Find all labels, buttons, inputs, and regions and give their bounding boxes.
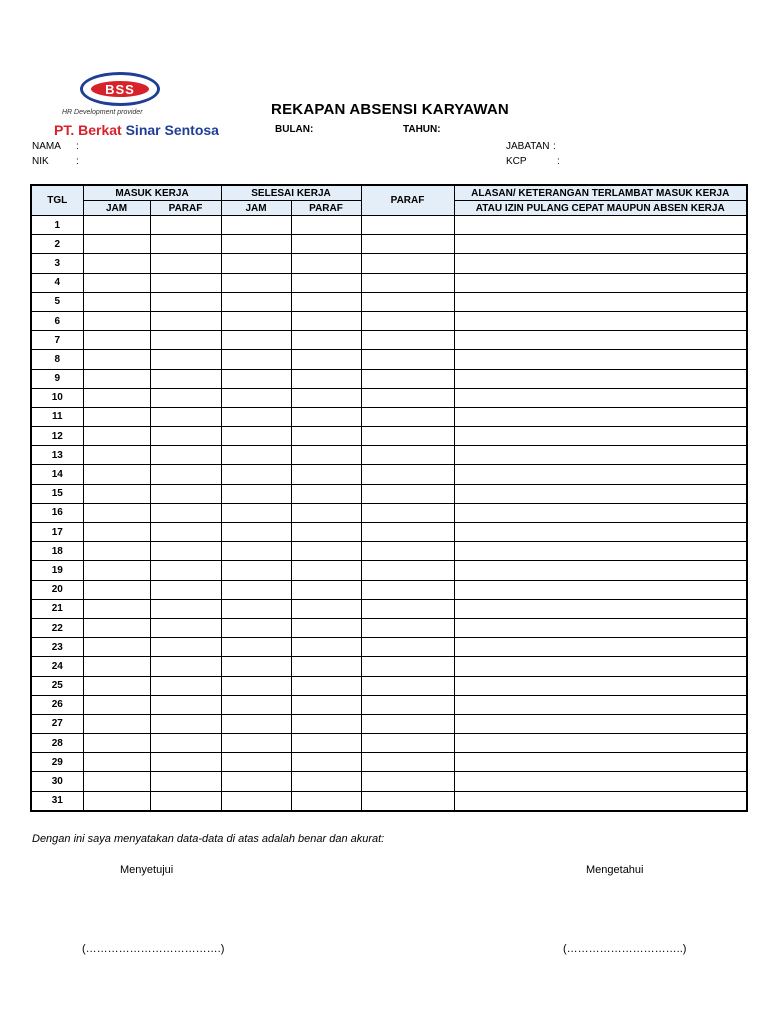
check-in-sign-cell	[150, 791, 221, 811]
check-in-sign-cell	[150, 734, 221, 753]
table-row	[31, 791, 747, 811]
check-in-sign-cell	[150, 235, 221, 254]
signature-cell	[361, 791, 454, 811]
reason-cell	[454, 791, 747, 811]
table-row	[31, 599, 747, 618]
check-out-time-cell	[221, 618, 291, 637]
signature-cell	[361, 369, 454, 388]
day-number: 4	[31, 273, 83, 292]
check-in-time-cell	[83, 638, 150, 657]
day-number: 6	[31, 311, 83, 330]
check-in-time-cell	[83, 292, 150, 311]
signature-cell	[361, 427, 454, 446]
kcp-colon: :	[557, 156, 560, 167]
signature-cell	[361, 503, 454, 522]
day-number: 11	[31, 407, 83, 426]
check-in-sign-cell	[150, 561, 221, 580]
table-row	[31, 561, 747, 580]
check-out-sign-cell	[291, 599, 361, 618]
day-number: 24	[31, 657, 83, 676]
check-in-time-cell	[83, 791, 150, 811]
check-in-time-cell	[83, 388, 150, 407]
check-in-sign-cell	[150, 216, 221, 235]
signature-cell	[361, 254, 454, 273]
check-out-sign-cell	[291, 273, 361, 292]
table-row	[31, 254, 747, 273]
check-out-time-cell	[221, 292, 291, 311]
check-out-sign-cell	[291, 714, 361, 733]
check-out-time-cell	[221, 311, 291, 330]
check-out-sign-cell	[291, 235, 361, 254]
day-number: 20	[31, 580, 83, 599]
column-group-check-out: SELESAI KERJA	[221, 185, 361, 201]
check-out-time-cell	[221, 216, 291, 235]
check-out-time-cell	[221, 503, 291, 522]
table-row	[31, 638, 747, 657]
check-out-time-cell	[221, 638, 291, 657]
check-out-sign-cell	[291, 311, 361, 330]
table-row	[31, 772, 747, 791]
nik-label: NIK	[32, 156, 49, 167]
reason-cell	[454, 331, 747, 350]
reason-cell	[454, 657, 747, 676]
check-out-time-cell	[221, 714, 291, 733]
reason-cell	[454, 292, 747, 311]
check-out-time-cell	[221, 369, 291, 388]
check-in-time-cell	[83, 503, 150, 522]
check-out-time-cell	[221, 484, 291, 503]
check-in-sign-cell	[150, 695, 221, 714]
table-row	[31, 657, 747, 676]
table-row	[31, 273, 747, 292]
year-label: TAHUN:	[403, 124, 441, 135]
check-out-time-cell	[221, 350, 291, 369]
check-out-time-cell	[221, 791, 291, 811]
reason-cell	[454, 695, 747, 714]
column-header-reason-line-2: ATAU IZIN PULANG CEPAT MAUPUN ABSEN KERJA	[454, 201, 747, 216]
signature-cell	[361, 657, 454, 676]
declaration-statement: Dengan ini saya menyatakan data-data di atas adalah benar dan akurat:	[32, 833, 385, 845]
table-row	[31, 734, 747, 753]
check-out-sign-cell	[291, 580, 361, 599]
check-out-time-cell	[221, 273, 291, 292]
signature-cell	[361, 523, 454, 542]
day-number: 31	[31, 791, 83, 811]
check-in-sign-cell	[150, 484, 221, 503]
attendance-table	[30, 184, 748, 812]
month-label: BULAN:	[275, 124, 314, 135]
signature-cell	[361, 618, 454, 637]
column-header-check-out-sign: PARAF	[291, 201, 361, 216]
check-in-sign-cell	[150, 427, 221, 446]
check-in-sign-cell	[150, 618, 221, 637]
day-number: 28	[31, 734, 83, 753]
table-row	[31, 446, 747, 465]
column-header-date: TGL	[31, 185, 83, 216]
check-out-sign-cell	[291, 388, 361, 407]
signature-cell	[361, 331, 454, 350]
signature-cell	[361, 676, 454, 695]
column-header-check-in-time: JAM	[83, 201, 150, 216]
signature-cell	[361, 311, 454, 330]
table-row	[31, 465, 747, 484]
position-colon: :	[553, 141, 556, 152]
check-in-sign-cell	[150, 254, 221, 273]
table-row	[31, 580, 747, 599]
check-out-sign-cell	[291, 350, 361, 369]
check-out-sign-cell	[291, 523, 361, 542]
check-in-time-cell	[83, 753, 150, 772]
check-out-time-cell	[221, 580, 291, 599]
check-out-time-cell	[221, 676, 291, 695]
check-out-sign-cell	[291, 561, 361, 580]
check-in-time-cell	[83, 446, 150, 465]
day-number: 7	[31, 331, 83, 350]
document-title: REKAPAN ABSENSI KARYAWAN	[271, 101, 509, 118]
signature-cell	[361, 216, 454, 235]
signature-cell	[361, 714, 454, 733]
check-in-sign-cell	[150, 523, 221, 542]
table-row	[31, 523, 747, 542]
table-row	[31, 676, 747, 695]
check-out-sign-cell	[291, 369, 361, 388]
check-in-time-cell	[83, 484, 150, 503]
signature-cell	[361, 292, 454, 311]
check-in-sign-cell	[150, 714, 221, 733]
reason-cell	[454, 273, 747, 292]
check-out-time-cell	[221, 446, 291, 465]
day-number: 19	[31, 561, 83, 580]
check-in-time-cell	[83, 407, 150, 426]
check-out-time-cell	[221, 427, 291, 446]
check-out-sign-cell	[291, 446, 361, 465]
check-out-sign-cell	[291, 791, 361, 811]
check-out-sign-cell	[291, 618, 361, 637]
acknowledger-label: Mengetahui	[586, 864, 644, 876]
signature-cell	[361, 465, 454, 484]
signature-cell	[361, 273, 454, 292]
table-row	[31, 369, 747, 388]
day-number: 25	[31, 676, 83, 695]
day-number: 30	[31, 772, 83, 791]
check-in-sign-cell	[150, 311, 221, 330]
day-number: 21	[31, 599, 83, 618]
signature-cell	[361, 753, 454, 772]
check-in-time-cell	[83, 618, 150, 637]
day-number: 10	[31, 388, 83, 407]
reason-cell	[454, 484, 747, 503]
check-out-time-cell	[221, 235, 291, 254]
check-out-time-cell	[221, 599, 291, 618]
company-name	[54, 122, 219, 138]
column-header-reason-line-1: ALASAN/ KETERANGAN TERLAMBAT MASUK KERJA	[454, 185, 747, 201]
check-in-time-cell	[83, 369, 150, 388]
signature-cell	[361, 235, 454, 254]
day-number: 3	[31, 254, 83, 273]
check-out-time-cell	[221, 542, 291, 561]
signature-cell	[361, 407, 454, 426]
check-in-time-cell	[83, 561, 150, 580]
day-number: 13	[31, 446, 83, 465]
reason-cell	[454, 369, 747, 388]
table-row	[31, 331, 747, 350]
reason-cell	[454, 618, 747, 637]
nik-colon: :	[76, 156, 79, 167]
day-number: 22	[31, 618, 83, 637]
check-out-time-cell	[221, 388, 291, 407]
column-header-check-out-time: JAM	[221, 201, 291, 216]
table-row	[31, 542, 747, 561]
name-colon: :	[76, 141, 79, 152]
check-in-time-cell	[83, 734, 150, 753]
signature-cell	[361, 350, 454, 369]
check-out-sign-cell	[291, 465, 361, 484]
reason-cell	[454, 734, 747, 753]
check-in-sign-cell	[150, 273, 221, 292]
column-header-check-in-sign: PARAF	[150, 201, 221, 216]
check-in-time-cell	[83, 599, 150, 618]
check-out-sign-cell	[291, 695, 361, 714]
check-in-time-cell	[83, 714, 150, 733]
day-number: 12	[31, 427, 83, 446]
check-out-sign-cell	[291, 753, 361, 772]
table-row	[31, 427, 747, 446]
table-row	[31, 753, 747, 772]
signature-cell	[361, 446, 454, 465]
table-row	[31, 350, 747, 369]
check-out-sign-cell	[291, 503, 361, 522]
check-in-sign-cell	[150, 772, 221, 791]
check-in-sign-cell	[150, 753, 221, 772]
signature-cell	[361, 561, 454, 580]
check-in-sign-cell	[150, 542, 221, 561]
table-row	[31, 503, 747, 522]
check-out-time-cell	[221, 465, 291, 484]
check-out-sign-cell	[291, 772, 361, 791]
check-in-time-cell	[83, 235, 150, 254]
check-out-time-cell	[221, 772, 291, 791]
check-out-time-cell	[221, 523, 291, 542]
day-number: 14	[31, 465, 83, 484]
day-number: 1	[31, 216, 83, 235]
check-out-sign-cell	[291, 331, 361, 350]
check-in-time-cell	[83, 254, 150, 273]
check-in-time-cell	[83, 695, 150, 714]
reason-cell	[454, 638, 747, 657]
acknowledger-signature-line: (…………………………..)	[563, 943, 687, 955]
check-out-sign-cell	[291, 638, 361, 657]
reason-cell	[454, 772, 747, 791]
check-out-time-cell	[221, 657, 291, 676]
check-in-time-cell	[83, 331, 150, 350]
table-row	[31, 388, 747, 407]
reason-cell	[454, 388, 747, 407]
check-out-time-cell	[221, 734, 291, 753]
check-out-time-cell	[221, 331, 291, 350]
check-out-sign-cell	[291, 292, 361, 311]
day-number: 17	[31, 523, 83, 542]
check-out-sign-cell	[291, 407, 361, 426]
day-number: 23	[31, 638, 83, 657]
signature-cell	[361, 772, 454, 791]
check-in-sign-cell	[150, 503, 221, 522]
signature-cell	[361, 695, 454, 714]
check-in-time-cell	[83, 772, 150, 791]
reason-cell	[454, 580, 747, 599]
check-in-time-cell	[83, 350, 150, 369]
check-in-time-cell	[83, 580, 150, 599]
signature-cell	[361, 734, 454, 753]
check-in-sign-cell	[150, 407, 221, 426]
reason-cell	[454, 446, 747, 465]
signature-cell	[361, 638, 454, 657]
check-in-sign-cell	[150, 657, 221, 676]
table-row	[31, 235, 747, 254]
table-row	[31, 618, 747, 637]
reason-cell	[454, 523, 747, 542]
reason-cell	[454, 753, 747, 772]
column-group-check-in: MASUK KERJA	[83, 185, 221, 201]
table-row	[31, 714, 747, 733]
check-in-sign-cell	[150, 388, 221, 407]
check-out-time-cell	[221, 407, 291, 426]
table-row	[31, 292, 747, 311]
check-in-sign-cell	[150, 369, 221, 388]
check-in-time-cell	[83, 216, 150, 235]
day-number: 26	[31, 695, 83, 714]
check-out-time-cell	[221, 254, 291, 273]
reason-cell	[454, 311, 747, 330]
reason-cell	[454, 503, 747, 522]
check-in-sign-cell	[150, 465, 221, 484]
column-header-signature: PARAF	[361, 185, 454, 216]
signature-cell	[361, 599, 454, 618]
approver-label: Menyetujui	[120, 864, 174, 876]
reason-cell	[454, 407, 747, 426]
table-row	[31, 216, 747, 235]
day-number: 29	[31, 753, 83, 772]
check-out-time-cell	[221, 561, 291, 580]
reason-cell	[454, 714, 747, 733]
reason-cell	[454, 599, 747, 618]
day-number: 8	[31, 350, 83, 369]
reason-cell	[454, 676, 747, 695]
day-number: 18	[31, 542, 83, 561]
check-in-time-cell	[83, 676, 150, 695]
check-out-sign-cell	[291, 734, 361, 753]
company-name-prefix: PT. Berkat	[54, 122, 122, 138]
reason-cell	[454, 350, 747, 369]
check-in-sign-cell	[150, 676, 221, 695]
name-label: NAMA	[32, 141, 61, 152]
check-in-sign-cell	[150, 638, 221, 657]
approver-signature-line: (……………………………….)	[82, 943, 225, 955]
reason-cell	[454, 465, 747, 484]
day-number: 2	[31, 235, 83, 254]
check-out-sign-cell	[291, 657, 361, 676]
reason-cell	[454, 216, 747, 235]
check-out-sign-cell	[291, 427, 361, 446]
position-label: JABATAN	[506, 141, 550, 152]
check-in-sign-cell	[150, 331, 221, 350]
check-out-sign-cell	[291, 216, 361, 235]
logo-tagline: HR Development provider	[62, 109, 143, 116]
day-number: 16	[31, 503, 83, 522]
reason-cell	[454, 542, 747, 561]
signature-cell	[361, 388, 454, 407]
check-out-sign-cell	[291, 484, 361, 503]
check-out-time-cell	[221, 695, 291, 714]
signature-cell	[361, 542, 454, 561]
reason-cell	[454, 235, 747, 254]
table-row	[31, 311, 747, 330]
kcp-label: KCP	[506, 156, 527, 167]
logo-mark-text: BSS	[105, 81, 135, 97]
signature-cell	[361, 484, 454, 503]
check-in-sign-cell	[150, 446, 221, 465]
check-in-time-cell	[83, 427, 150, 446]
day-number: 5	[31, 292, 83, 311]
check-out-sign-cell	[291, 542, 361, 561]
reason-cell	[454, 561, 747, 580]
day-number: 27	[31, 714, 83, 733]
check-in-time-cell	[83, 311, 150, 330]
check-in-sign-cell	[150, 580, 221, 599]
reason-cell	[454, 254, 747, 273]
check-in-time-cell	[83, 465, 150, 484]
check-in-sign-cell	[150, 350, 221, 369]
table-row	[31, 695, 747, 714]
check-out-sign-cell	[291, 676, 361, 695]
check-in-time-cell	[83, 523, 150, 542]
table-row	[31, 484, 747, 503]
day-number: 15	[31, 484, 83, 503]
reason-cell	[454, 427, 747, 446]
check-out-time-cell	[221, 753, 291, 772]
company-name-suffix: Sinar Sentosa	[125, 122, 219, 138]
check-out-sign-cell	[291, 254, 361, 273]
check-in-time-cell	[83, 273, 150, 292]
signature-cell	[361, 580, 454, 599]
day-number: 9	[31, 369, 83, 388]
table-row	[31, 407, 747, 426]
check-in-time-cell	[83, 542, 150, 561]
check-in-time-cell	[83, 657, 150, 676]
check-in-sign-cell	[150, 292, 221, 311]
check-in-sign-cell	[150, 599, 221, 618]
